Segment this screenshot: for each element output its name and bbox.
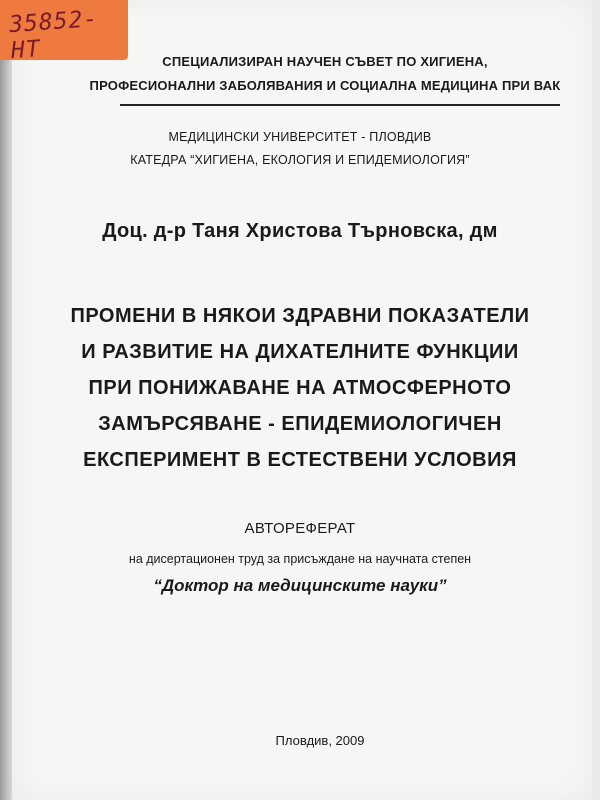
department-name: КАТЕДРА “ХИГИЕНА, ЕКОЛОГИЯ И ЕПИДЕМИОЛОГИЯ” bbox=[130, 153, 470, 167]
header-divider bbox=[120, 104, 560, 106]
title-line-3: ПРИ ПОНИЖАВАНЕ НА АТМОСФЕРНОТО bbox=[88, 377, 512, 399]
title-line-5: ЕКСПЕРИМЕНТ В ЕСТЕСТВЕНИ УСЛОВИЯ bbox=[83, 449, 517, 471]
title-line-2: И РАЗВИТИЕ НА ДИХАТЕЛНИТЕ ФУНКЦИИ bbox=[81, 341, 519, 363]
university-block bbox=[0, 126, 600, 172]
council-line-2: ПРОФЕСИОНАЛНИ ЗАБОЛЯВАНИЯ И СОЦИАЛНА МЕДИЦИНА ПРИ ВАК bbox=[89, 78, 561, 93]
inventory-number: 35852-НТ bbox=[8, 5, 100, 65]
title-line-4: ЗАМЪРСЯВАНЕ - ЕПИДЕМИОЛОГИЧЕН bbox=[98, 413, 502, 435]
university-name: МЕДИЦИНСКИ УНИВЕРСИТЕТ - ПЛОВДИВ bbox=[168, 130, 432, 144]
council-line-1: СПЕЦИАЛИЗИРАН НАУЧЕН СЪВЕТ ПО ХИГИЕНА, bbox=[162, 54, 488, 69]
title-line-1: ПРОМЕНИ В НЯКОИ ЗДРАВНИ ПОКАЗАТЕЛИ bbox=[70, 305, 530, 327]
document-type: АВТОРЕФЕРАТ bbox=[244, 520, 356, 537]
council-header bbox=[0, 50, 600, 98]
place-and-year: Пловдив, 2009 bbox=[275, 733, 365, 748]
author-name: Доц. д-р Таня Христова Търновска, дм bbox=[102, 220, 498, 242]
degree-name: “Доктор на медицинските науки” bbox=[153, 576, 447, 595]
purpose-text: на дисертационен труд за присъждане на научната степен bbox=[128, 552, 472, 566]
dissertation-title bbox=[0, 298, 600, 478]
